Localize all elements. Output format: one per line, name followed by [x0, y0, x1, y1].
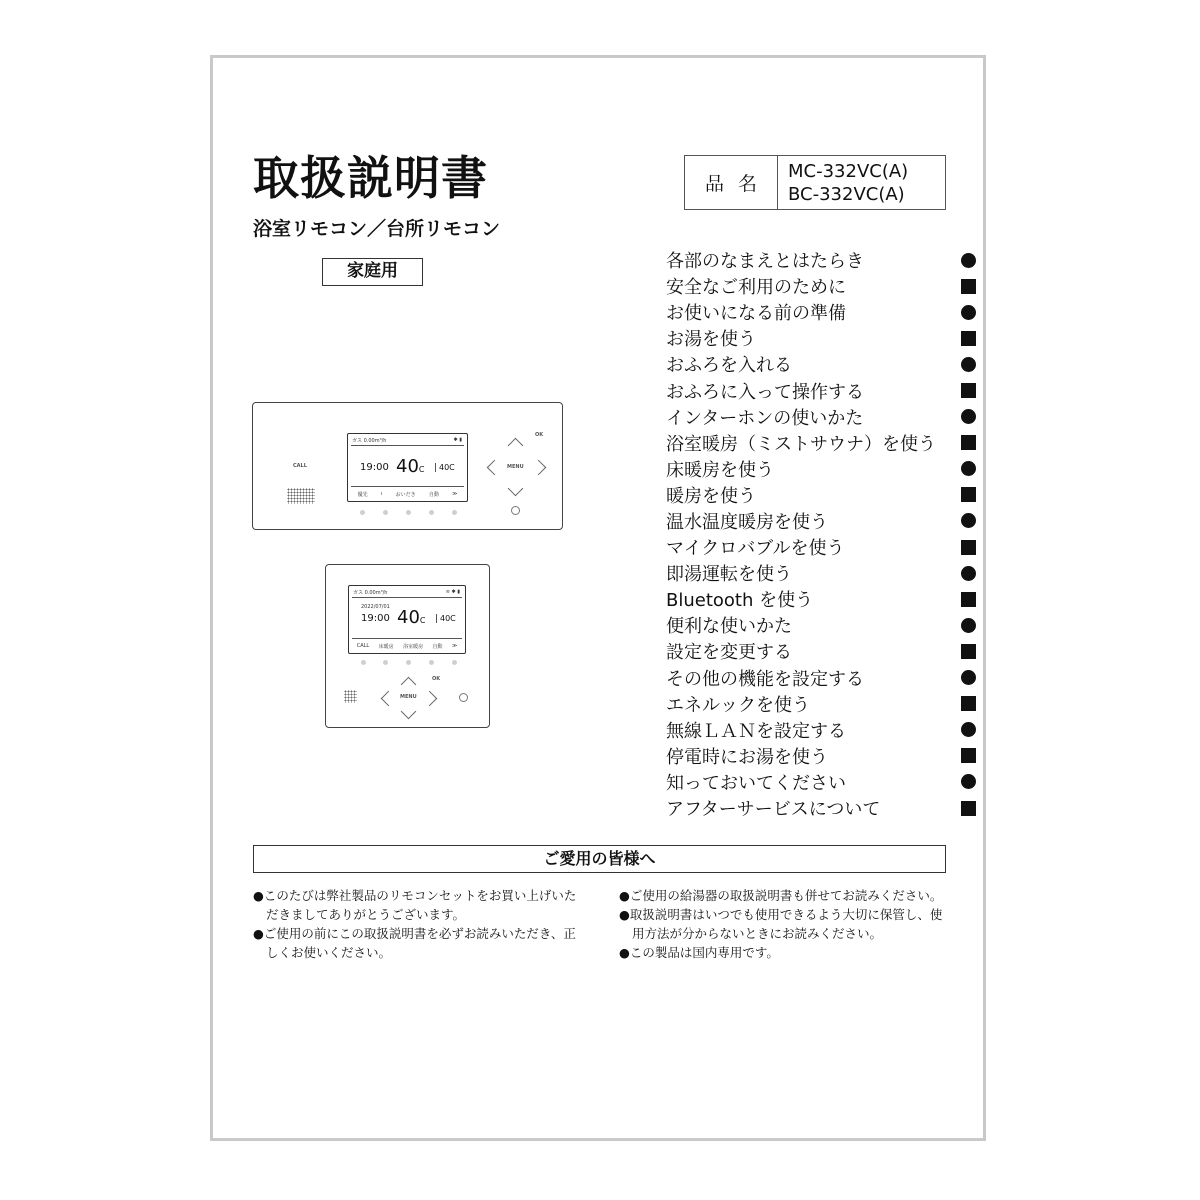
notice-item: ●この製品は国内専用です。 — [619, 945, 779, 960]
power-icon — [459, 693, 468, 702]
circle-bullet-icon — [960, 305, 976, 320]
toc-item-label: おふろに入って操作する — [666, 381, 864, 403]
toc-item-label: おふろを入れる — [666, 355, 792, 377]
indicator-led — [429, 660, 434, 665]
circle-bullet-icon — [960, 774, 976, 789]
status-icons: ✱ ▮ — [453, 437, 462, 443]
kitchen-remote-screen — [348, 585, 466, 654]
model-label: 品名 — [685, 156, 778, 209]
square-bullet-icon — [960, 801, 976, 816]
toc-item — [666, 586, 976, 612]
toc-item — [666, 534, 976, 560]
set-temperature-display: 40C — [436, 614, 456, 623]
notice-heading: ご愛用の皆様へ — [253, 845, 946, 873]
toc-item-label: インターホンの使いかた — [666, 407, 864, 429]
date-display: 2022/07/01 — [361, 604, 390, 610]
toc-item-label: 暖房を使う — [666, 485, 756, 507]
status-icons: ≋ ✱ ▮ — [445, 589, 460, 595]
menu-button-label: MENU — [400, 694, 417, 700]
toc-item — [666, 717, 976, 743]
circle-bullet-icon — [960, 566, 976, 581]
model-bath: MC-332VC(A) — [788, 160, 909, 182]
page-title: 取扱説明書 — [253, 151, 488, 205]
toc-item — [666, 691, 976, 717]
clock-display: 19:00 — [360, 462, 389, 473]
notice-left-column — [253, 886, 588, 962]
water-temperature-display: 40C — [396, 456, 425, 477]
square-bullet-icon — [960, 279, 976, 294]
toc-item-label: 浴室暖房（ミストサウナ）を使う — [666, 433, 936, 455]
toc-item-label: マイクロバブルを使う — [666, 538, 845, 560]
water-temperature-display: 40C — [397, 607, 426, 628]
toc-item-label: 知っておいてください — [666, 772, 846, 794]
square-bullet-icon — [960, 383, 976, 398]
toc-item — [666, 299, 976, 325]
toc-item — [666, 560, 976, 586]
toc-item-label: 各部のなまえとはたらき — [666, 251, 864, 273]
menu-button-label: MENU — [507, 464, 524, 470]
menu-item: ı — [380, 491, 383, 497]
toc-item-label: 設定を変更する — [666, 642, 792, 664]
toc-item — [666, 665, 976, 691]
page-subtitle: 浴室リモコン／台所リモコン — [253, 218, 501, 240]
toc-item — [666, 743, 976, 769]
menu-item: 浴室暖房 — [403, 644, 424, 650]
call-button-label: CALL — [293, 463, 307, 469]
toc-item-label: お湯を使う — [666, 329, 756, 351]
toc-item — [666, 795, 976, 821]
power-icon — [511, 506, 520, 515]
indicator-led — [452, 510, 457, 515]
toc-item-label: 便利な使いかた — [666, 616, 792, 638]
chevron-left-icon — [381, 691, 397, 707]
circle-bullet-icon — [960, 513, 976, 528]
menu-item: CALL — [356, 643, 370, 649]
chevron-down-icon — [401, 704, 417, 720]
toc-item-label: お使いになる前の準備 — [666, 303, 846, 325]
indicator-led — [452, 660, 457, 665]
menu-item: 床暖房 — [378, 644, 394, 650]
toc-item — [666, 508, 976, 534]
chevron-up-icon — [508, 438, 524, 454]
model-values — [778, 156, 945, 209]
model-number-box — [684, 155, 946, 210]
indicator-led — [361, 660, 366, 665]
notice-item: ●ご使用の給湯器の取扱説明書も併せてお読みください。 — [619, 888, 943, 903]
chevron-right-icon — [422, 691, 438, 707]
speaker-grille-icon — [287, 488, 315, 504]
square-bullet-icon — [960, 696, 976, 711]
toc-item-label: 床暖房を使う — [666, 459, 774, 481]
menu-item: ≫ — [452, 643, 458, 649]
toc-item-label: エネルックを使う — [666, 694, 810, 716]
bath-remote-screen — [347, 433, 468, 502]
chevron-up-icon — [401, 677, 417, 693]
menu-item: 自動 — [428, 492, 439, 498]
menu-item: おいだき — [395, 492, 416, 498]
screen-menu — [351, 491, 464, 498]
square-bullet-icon — [960, 748, 976, 763]
indicator-led — [383, 510, 388, 515]
toc-item-label: 即湯運転を使う — [666, 564, 792, 586]
toc-item-label: 温水温度暖房を使う — [666, 511, 828, 533]
toc-item — [666, 404, 976, 430]
toc-item — [666, 325, 976, 351]
square-bullet-icon — [960, 487, 976, 502]
toc-item-label: アフターサービスについて — [666, 799, 881, 821]
indicator-led — [429, 510, 434, 515]
circle-bullet-icon — [960, 253, 976, 268]
toc-item — [666, 638, 976, 664]
ok-button-label: OK — [432, 676, 441, 682]
indicator-led — [360, 510, 365, 515]
gas-usage-readout: ガス 0.00m³/h — [352, 438, 387, 444]
square-bullet-icon — [960, 540, 976, 555]
home-use-badge: 家庭用 — [322, 258, 423, 286]
gas-usage-readout: ガス 0.00m³/h — [353, 590, 388, 596]
indicator-led — [406, 510, 411, 515]
menu-item: 自動 — [432, 644, 443, 650]
toc-item — [666, 482, 976, 508]
toc-item — [666, 273, 976, 299]
clock-display: 19:00 — [361, 613, 390, 624]
chevron-down-icon — [508, 481, 524, 497]
circle-bullet-icon — [960, 461, 976, 476]
model-kitchen: BC-332VC(A) — [788, 183, 905, 205]
square-bullet-icon — [960, 592, 976, 607]
toc-item-label: 無線ＬＡＮを設定する — [666, 720, 846, 742]
bath-remote-illustration — [252, 402, 563, 530]
chevron-right-icon — [531, 460, 547, 476]
ok-button-label: OK — [535, 432, 544, 438]
circle-bullet-icon — [960, 670, 976, 685]
toc-item-label: Bluetooth を使う — [666, 590, 814, 612]
set-temperature-display: 40C — [435, 463, 455, 472]
kitchen-remote-illustration — [325, 564, 490, 728]
circle-bullet-icon — [960, 357, 976, 372]
toc-item — [666, 377, 976, 403]
square-bullet-icon — [960, 644, 976, 659]
square-bullet-icon — [960, 435, 976, 450]
square-bullet-icon — [960, 331, 976, 346]
notice-item: ●ご使用の前にこの取扱説明書を必ずお読みいただき、正しくお使いください。 — [253, 926, 576, 960]
toc-item — [666, 247, 976, 273]
circle-bullet-icon — [960, 409, 976, 424]
notice-item: ●取扱説明書はいつでも使用できるよう大切に保管し、使用方法が分からないときにお読みください。 — [619, 907, 943, 941]
toc-item — [666, 351, 976, 377]
toc-item — [666, 430, 976, 456]
toc-item — [666, 612, 976, 638]
indicator-led — [383, 660, 388, 665]
circle-bullet-icon — [960, 618, 976, 633]
speaker-grille-icon — [344, 690, 357, 703]
table-of-contents — [666, 247, 976, 821]
screen-menu — [352, 643, 462, 650]
toc-item-label: 安全なご利用のために — [666, 277, 846, 299]
toc-item-label: 停電時にお湯を使う — [666, 746, 828, 768]
indicator-led — [406, 660, 411, 665]
notice-item: ●このたびは弊社製品のリモコンセットをお買い上げいただきましてありがとうございます。 — [253, 888, 577, 922]
circle-bullet-icon — [960, 722, 976, 737]
toc-item — [666, 456, 976, 482]
menu-item: 優先 — [357, 492, 368, 498]
notice-right-column — [619, 886, 949, 962]
menu-item: ≫ — [452, 491, 458, 497]
toc-item-label: その他の機能を設定する — [666, 668, 864, 690]
toc-item — [666, 769, 976, 795]
chevron-left-icon — [487, 460, 503, 476]
